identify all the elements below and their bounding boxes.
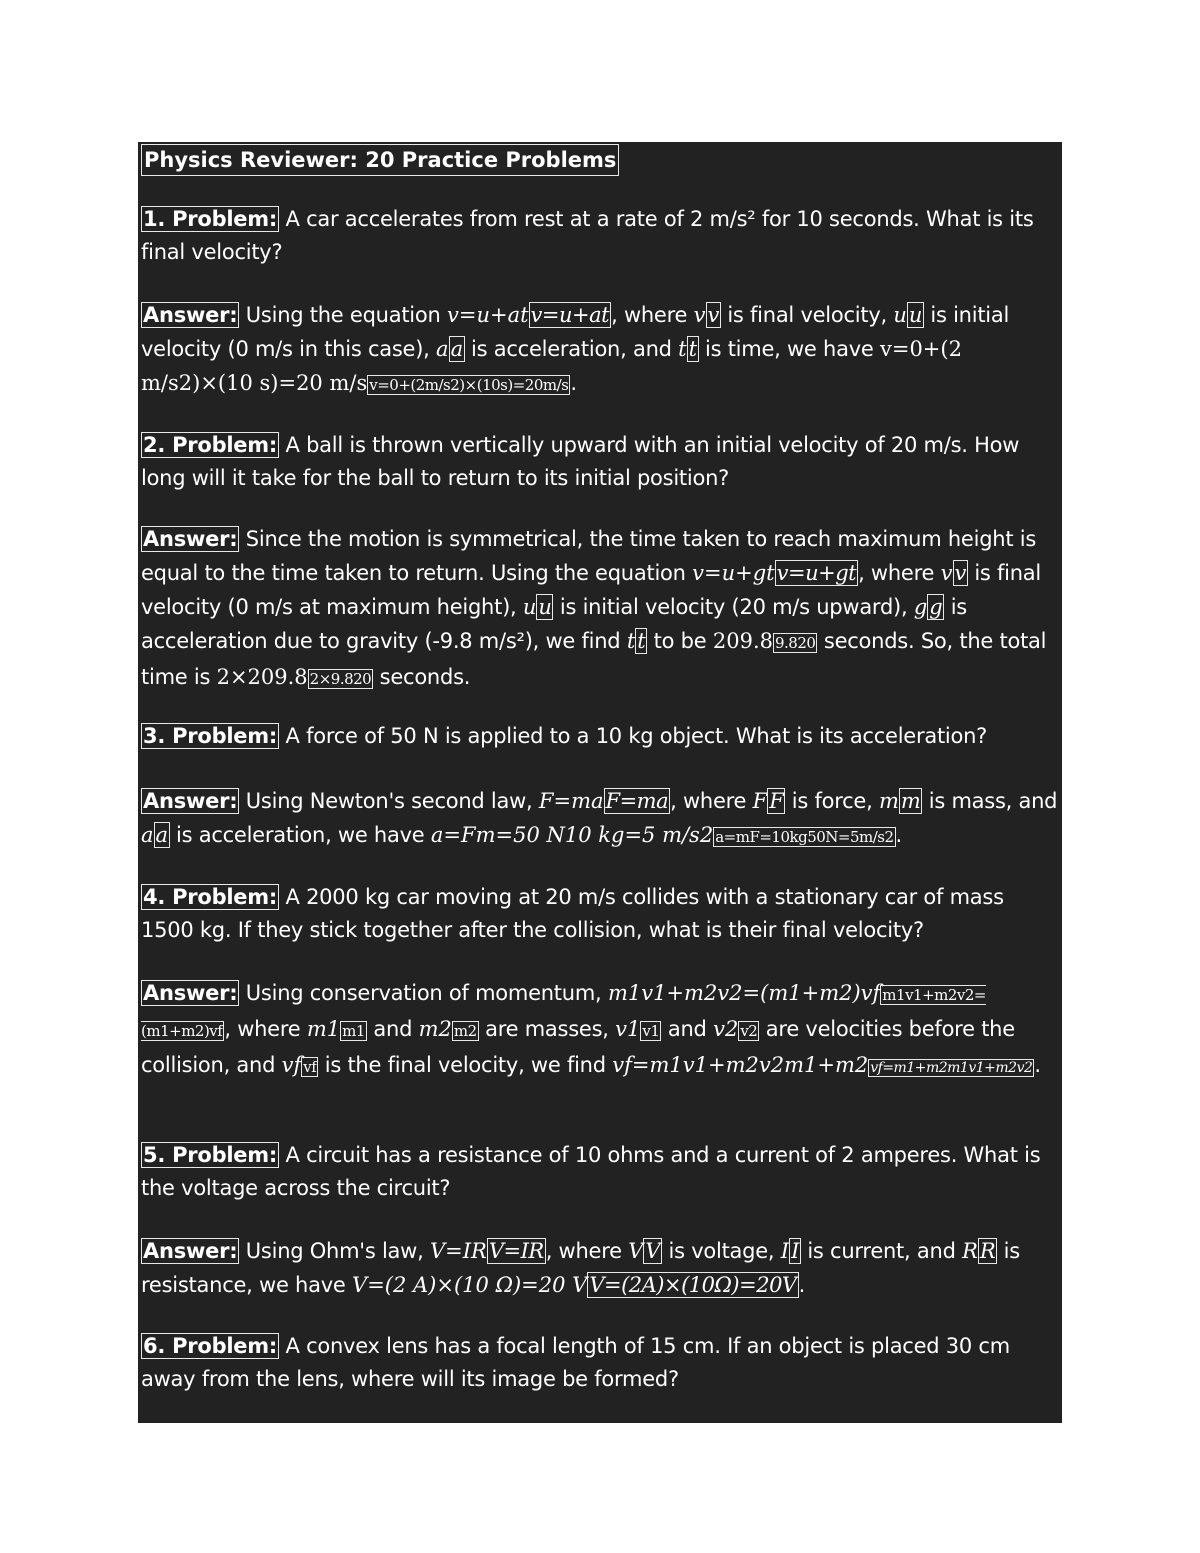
answer-text: Using Newton's second law, <box>245 789 533 813</box>
problem-5 <box>141 1139 1059 1205</box>
math-inline: v=u+gt <box>692 561 775 585</box>
answer-text: is the final velocity, we find <box>324 1053 606 1077</box>
answer-text: is force, <box>791 789 873 813</box>
answer-text: seconds. So, the total time is <box>141 629 1047 689</box>
answer-2 <box>141 522 1059 696</box>
answer-text: and <box>373 1017 413 1041</box>
answer-label: Answer: <box>143 1239 238 1263</box>
math-inline: v1 <box>615 1017 641 1041</box>
answer-text: Problem: <box>172 724 278 748</box>
math-inline: 209.8 <box>712 629 773 653</box>
answer-text: is initial velocity (0 m/s in this case), <box>141 303 1010 361</box>
answer-label: Answer: <box>143 527 238 551</box>
answer-text: . <box>895 823 902 847</box>
answer-text: is acceleration, and <box>471 337 672 361</box>
math-inline: u <box>522 595 537 619</box>
math-inline: g <box>913 595 928 619</box>
problem-label <box>141 206 279 232</box>
math-box: a <box>155 823 168 847</box>
math-box: m <box>900 789 921 813</box>
answer-text: is voltage, <box>668 1239 775 1263</box>
answer-text: 3. <box>143 724 166 748</box>
math-inline: F=ma <box>538 789 604 813</box>
math-box: F=ma <box>605 789 669 813</box>
math-box: 9.820 <box>775 634 816 652</box>
answer-text: 5. <box>143 1143 166 1167</box>
math-box: V=IR <box>488 1239 544 1263</box>
answer-1 <box>141 298 1059 402</box>
answer-text: are masses, <box>485 1017 609 1041</box>
answer-text: Using conservation of momentum, <box>245 981 602 1005</box>
math-box: v=u+at <box>530 303 610 327</box>
math-box: m2 <box>453 1022 477 1040</box>
math-box: t <box>637 629 646 653</box>
answer-text: is resistance, we have <box>141 1239 1020 1297</box>
problem-text: A car accelerates from rest at a rate of 2 m/s² for 10 seconds. What is its final velocity? <box>141 207 1034 264</box>
math-inline: t <box>678 337 687 361</box>
answer-text: 2. <box>143 433 166 457</box>
answer-text: 4. <box>143 885 166 909</box>
math-inline: a <box>141 823 154 847</box>
problem-text: A circuit has a resistance of 10 ohms and a current of 2 amperes. What is the voltage across the circuit? <box>141 1143 1041 1200</box>
answer-text: is final velocity (0 m/s at maximum height), <box>141 561 1042 619</box>
answer-label: Answer: <box>143 981 238 1005</box>
math-inline: F <box>752 789 768 813</box>
answer-text: Using the equation <box>245 303 441 327</box>
answer-text: is current, and <box>807 1239 956 1263</box>
answer-text: , where <box>545 1239 622 1263</box>
math-box: u <box>538 595 552 619</box>
math-inline: vf <box>281 1053 302 1077</box>
answer-text: is acceleration, we have <box>176 823 425 847</box>
problem-6 <box>141 1330 1059 1396</box>
math-inline: t <box>626 629 636 653</box>
math-box: t <box>688 337 697 361</box>
answer-text: to be <box>653 629 707 653</box>
math-inline: m2 <box>418 1017 452 1041</box>
math-box: I <box>791 1239 799 1263</box>
answer-text: Using Ohm's law, <box>245 1239 424 1263</box>
math-inline: u <box>893 303 907 327</box>
math-box: a <box>450 337 463 361</box>
math-box: g <box>929 595 943 619</box>
problem-label <box>141 1142 279 1168</box>
answer-text: Problem: <box>172 1143 278 1167</box>
answer-text: is mass, and <box>928 789 1058 813</box>
problem-4 <box>141 881 1059 947</box>
answer-text: is acceleration due to gravity (-9.8 m/s²), we find <box>141 595 967 653</box>
math-box: F <box>769 789 784 813</box>
answer-text: . <box>798 1273 806 1297</box>
problem-label <box>141 432 279 458</box>
answer-text: , where <box>858 561 935 585</box>
math-box: R <box>979 1239 996 1263</box>
answer-text: is time, we have <box>705 337 874 361</box>
math-inline: a <box>436 337 449 361</box>
math-inline: a=Fm=50 N10 kg=5 m/s2 <box>430 823 714 847</box>
problem-1 <box>141 203 1059 269</box>
answer-text: , where <box>611 303 688 327</box>
answer-text: is final velocity, <box>727 303 887 327</box>
answer-text: is initial velocity (20 m/s upward), <box>559 595 908 619</box>
math-inline: V=IR <box>429 1239 487 1263</box>
math-box: v <box>954 561 966 585</box>
math-box: m1v1+m2v2=(m1+m2)vf <box>141 986 987 1040</box>
page-title: Physics Reviewer: 20 Practice Problems <box>141 144 619 176</box>
answer-text: . <box>1034 1053 1041 1077</box>
document-page <box>138 142 1062 1423</box>
math-inline: V=(2 A)×(10 Ω)=20 V <box>352 1273 588 1297</box>
answer-label: Answer: <box>143 303 238 327</box>
answer-label: Answer: <box>143 789 238 813</box>
math-box: V <box>645 1239 661 1263</box>
math-box: v <box>707 303 719 327</box>
math-box: vf <box>303 1058 317 1076</box>
answer-4 <box>141 976 1059 1085</box>
answer-text: 1. <box>143 207 166 231</box>
math-inline: v <box>693 303 706 327</box>
math-box: u <box>908 303 922 327</box>
answer-text: Problem: <box>172 433 278 457</box>
problem-3 <box>141 720 1059 753</box>
answer-text: 6. <box>143 1334 166 1358</box>
math-box: v1 <box>642 1022 660 1040</box>
math-box: v2 <box>740 1022 758 1040</box>
problem-2 <box>141 429 1059 495</box>
math-inline: 2×209.8 <box>216 665 308 689</box>
math-inline: I <box>780 1239 790 1263</box>
answer-3 <box>141 784 1059 854</box>
math-inline: V <box>628 1239 644 1263</box>
math-inline: m <box>878 789 899 813</box>
answer-text: Problem: <box>172 1334 278 1358</box>
math-inline: v=u+at <box>447 303 529 327</box>
problem-label <box>141 723 279 749</box>
math-box: vf=m1+m2m1v1+m2v2 <box>870 1060 1033 1076</box>
problem-label <box>141 884 279 910</box>
math-inline: v=0+(2 m/s2)×(10 s)=20 m/s <box>141 337 962 395</box>
problem-label <box>141 1333 279 1359</box>
answer-text: seconds. <box>379 665 471 689</box>
math-inline: vf=m1v1+m2v2m1+m2 <box>612 1053 869 1077</box>
math-box: m1 <box>342 1022 365 1040</box>
math-box: 2×9.820 <box>309 670 372 688</box>
math-inline: m1v1+m2v2=(m1+m2)vf <box>607 981 881 1005</box>
problem-text: A force of 50 N is applied to a 10 kg object. What is its acceleration? <box>285 724 988 748</box>
answer-text: . <box>570 371 577 395</box>
answer-text: , where <box>224 1017 301 1041</box>
answer-text: Since the motion is symmetrical, the time taken to reach maximum height is equal to the time taken to return. Using the equation <box>141 527 1037 585</box>
answer-text: Problem: <box>172 885 278 909</box>
problem-text: A ball is thrown vertically upward with an initial velocity of 20 m/s. How long will it take for the ball to return to its initial position? <box>141 433 1020 490</box>
answer-text: and <box>667 1017 707 1041</box>
math-inline: m1 <box>306 1017 341 1041</box>
math-box: a=mF=10kg50N=5m/s2 <box>715 828 894 846</box>
answer-text: Problem: <box>172 207 278 231</box>
answer-5 <box>141 1234 1059 1302</box>
math-box: v=u+gt <box>776 561 857 585</box>
math-inline: R <box>962 1239 978 1263</box>
problem-text: A 2000 kg car moving at 20 m/s collides with a stationary car of mass 1500 kg. If they stick together after the collision, what is their final velocity? <box>141 885 1004 942</box>
math-box: v=0+(2m/s2)×(10s)=20m/s <box>369 376 569 394</box>
math-inline: v2 <box>713 1017 739 1041</box>
math-inline: v <box>940 561 953 585</box>
math-box: V=(2A)×(10Ω)=20V <box>589 1273 797 1297</box>
answer-text: , where <box>670 789 747 813</box>
answer-text: are velocities before the collision, and <box>141 1017 1015 1077</box>
problem-text: A convex lens has a focal length of 15 cm. If an object is placed 30 cm away from the lens, where will its image be formed? <box>141 1334 1010 1391</box>
